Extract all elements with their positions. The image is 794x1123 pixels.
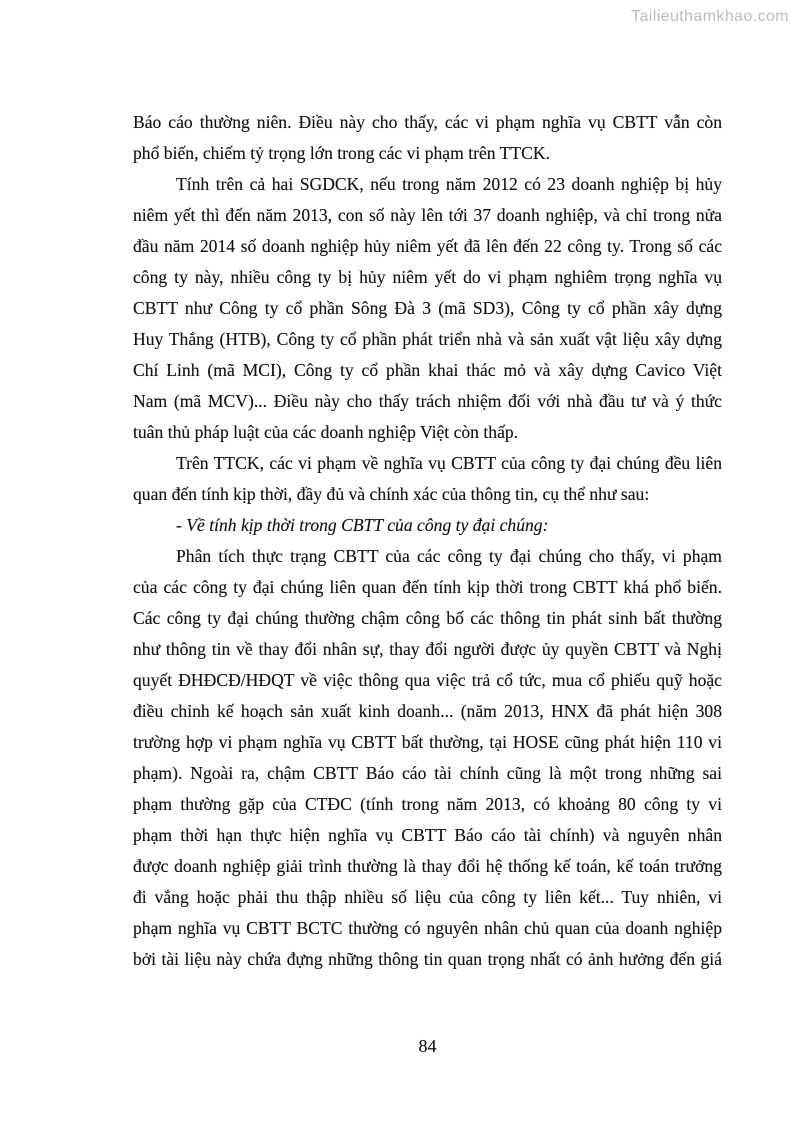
text-line: quan đến tính kịp thời, đầy đủ và chính xác của thông tin, cụ thể như sau: — [133, 484, 650, 504]
text-line: phạm). Ngoài ra, chậm CBTT Báo cáo tài chính cũng là một trong những sai — [133, 763, 722, 783]
text-line: công ty này, nhiều công ty bị hủy niêm yết do vi phạm nghiêm trọng nghĩa vụ — [133, 267, 722, 287]
text-line: phạm thường gặp của CTĐC (tính trong năm 2013, có khoảng 80 công ty vi — [133, 794, 722, 814]
text-line: điều chỉnh kế hoạch sản xuất kinh doanh... (năm 2013, HNX đã phát hiện 308 — [133, 701, 722, 721]
watermark-text: Tailieuthamkhao.com — [631, 8, 789, 25]
text-line: của các công ty đại chúng liên quan đến tính kịp thời trong CBTT khá phổ biến. — [133, 577, 722, 597]
text-line: Tính trên cả hai SGDCK, nếu trong năm 2012 có 23 doanh nghiệp bị hủy — [176, 174, 722, 194]
text-line: đầu năm 2014 số doanh nghiệp hủy niêm yết đã lên đến 22 công ty. Trong số các — [133, 236, 722, 256]
text-line: CBTT như Công ty cổ phần Sông Đà 3 (mã SD3), Công ty cổ phần xây dựng — [133, 298, 722, 318]
text-line: quyết ĐHĐCĐ/HĐQT về việc thông qua việc trả cổ tức, mua cổ phiếu quỹ hoặc — [133, 670, 722, 690]
text-line: phạm nghĩa vụ CBTT BCTC thường có nguyên nhân chủ quan của doanh nghiệp — [133, 918, 722, 938]
text-line: như thông tin về thay đổi nhân sự, thay đổi người được ủy quyền CBTT và Nghị — [133, 639, 722, 659]
text-line: Các công ty đại chúng thường chậm công bố các thông tin phát sinh bất thường — [133, 608, 722, 628]
text-line: Nam (mã MCV)... Điều này cho thấy trách nhiệm đối với nhà đầu tư và ý thức — [133, 391, 722, 411]
text-line: trường hợp vi phạm nghĩa vụ CBTT bất thường, tại HOSE cũng phát hiện 110 vi — [133, 732, 722, 752]
text-line: Chí Linh (mã MCI), Công ty cổ phần khai thác mỏ và xây dựng Cavico Việt — [133, 360, 722, 380]
text-line: đi vắng hoặc phải thu thập nhiều số liệu của công ty liên kết... Tuy nhiên, vi — [133, 887, 722, 907]
text-line: phổ biến, chiếm tỷ trọng lớn trong các vi phạm trên TTCK. — [133, 143, 550, 163]
text-line-italic-heading: - Về tính kịp thời trong CBTT của công ty đại chúng: — [176, 515, 549, 535]
text-line: Phân tích thực trạng CBTT của các công ty đại chúng cho thấy, vi phạm — [176, 546, 722, 566]
text-line: bởi tài liệu này chứa đựng những thông tin quan trọng nhất có ảnh hưởng đến giá — [133, 949, 722, 969]
text-line: phạm thời hạn thực hiện nghĩa vụ CBTT Báo cáo tài chính) và nguyên nhân — [133, 825, 722, 845]
text-line: Trên TTCK, các vi phạm về nghĩa vụ CBTT của công ty đại chúng đều liên — [176, 453, 722, 473]
body-text — [133, 107, 722, 975]
text-line: được doanh nghiệp giải trình thường là thay đổi hệ thống kế toán, kế toán trưởng — [133, 856, 722, 876]
text-line: Báo cáo thường niên. Điều này cho thấy, các vi phạm nghĩa vụ CBTT vẫn còn — [133, 112, 722, 132]
page-number: 84 — [418, 1036, 437, 1056]
text-line: niêm yết thì đến năm 2013, con số này lên tới 37 doanh nghiệp, và chỉ trong nửa — [133, 205, 722, 225]
text-line: Huy Thắng (HTB), Công ty cổ phần phát triển nhà và sản xuất vật liệu xây dựng — [133, 329, 722, 349]
text-line: tuân thủ pháp luật của các doanh nghiệp Việt còn thấp. — [133, 422, 519, 442]
